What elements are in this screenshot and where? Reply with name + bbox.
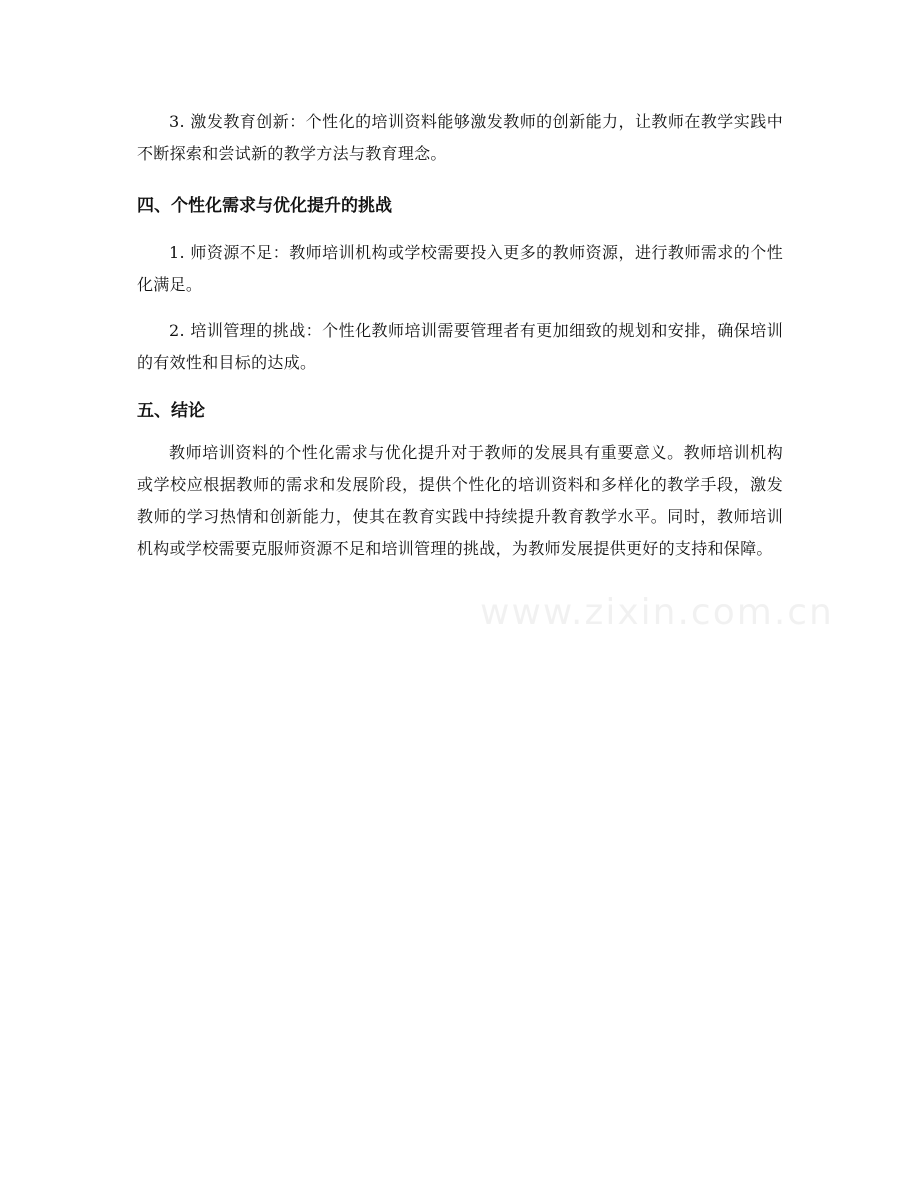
document-body [137, 106, 783, 565]
section-heading-conclusion: 五、结论 [137, 401, 205, 421]
paragraph-teacher-resources: 1. 师资源不足：教师培训机构或学校需要投入更多的教师资源，进行教师需求的个性化满足。 [137, 243, 783, 294]
paragraph-training-management: 2. 培训管理的挑战：个性化教师培训需要管理者有更加细致的规划和安排，确保培训的有效性和目标的达成。 [137, 321, 783, 372]
paragraph-innovation: 3. 激发教育创新：个性化的培训资料能够激发教师的创新能力，让教师在教学实践中不断探索和尝试新的教学方法与教育理念。 [137, 112, 783, 163]
paragraph-conclusion: 教师培训资料的个性化需求与优化提升对于教师的发展具有重要意义。教师培训机构或学校应根据教师的需求和发展阶段，提供个性化的培训资料和多样化的教学手段，激发教师的学习热情和创新能力，使其在教育实践中持续提升教育教学水平。同时，教师培训机构或学校需要克服师资源不足和培训管理的挑战，为教师发展提供更好的支持和保障。 [137, 443, 783, 558]
watermark-text: www.zixin.com.cn [480, 592, 834, 633]
section-heading-challenges: 四、个性化需求与优化提升的挑战 [137, 196, 392, 216]
